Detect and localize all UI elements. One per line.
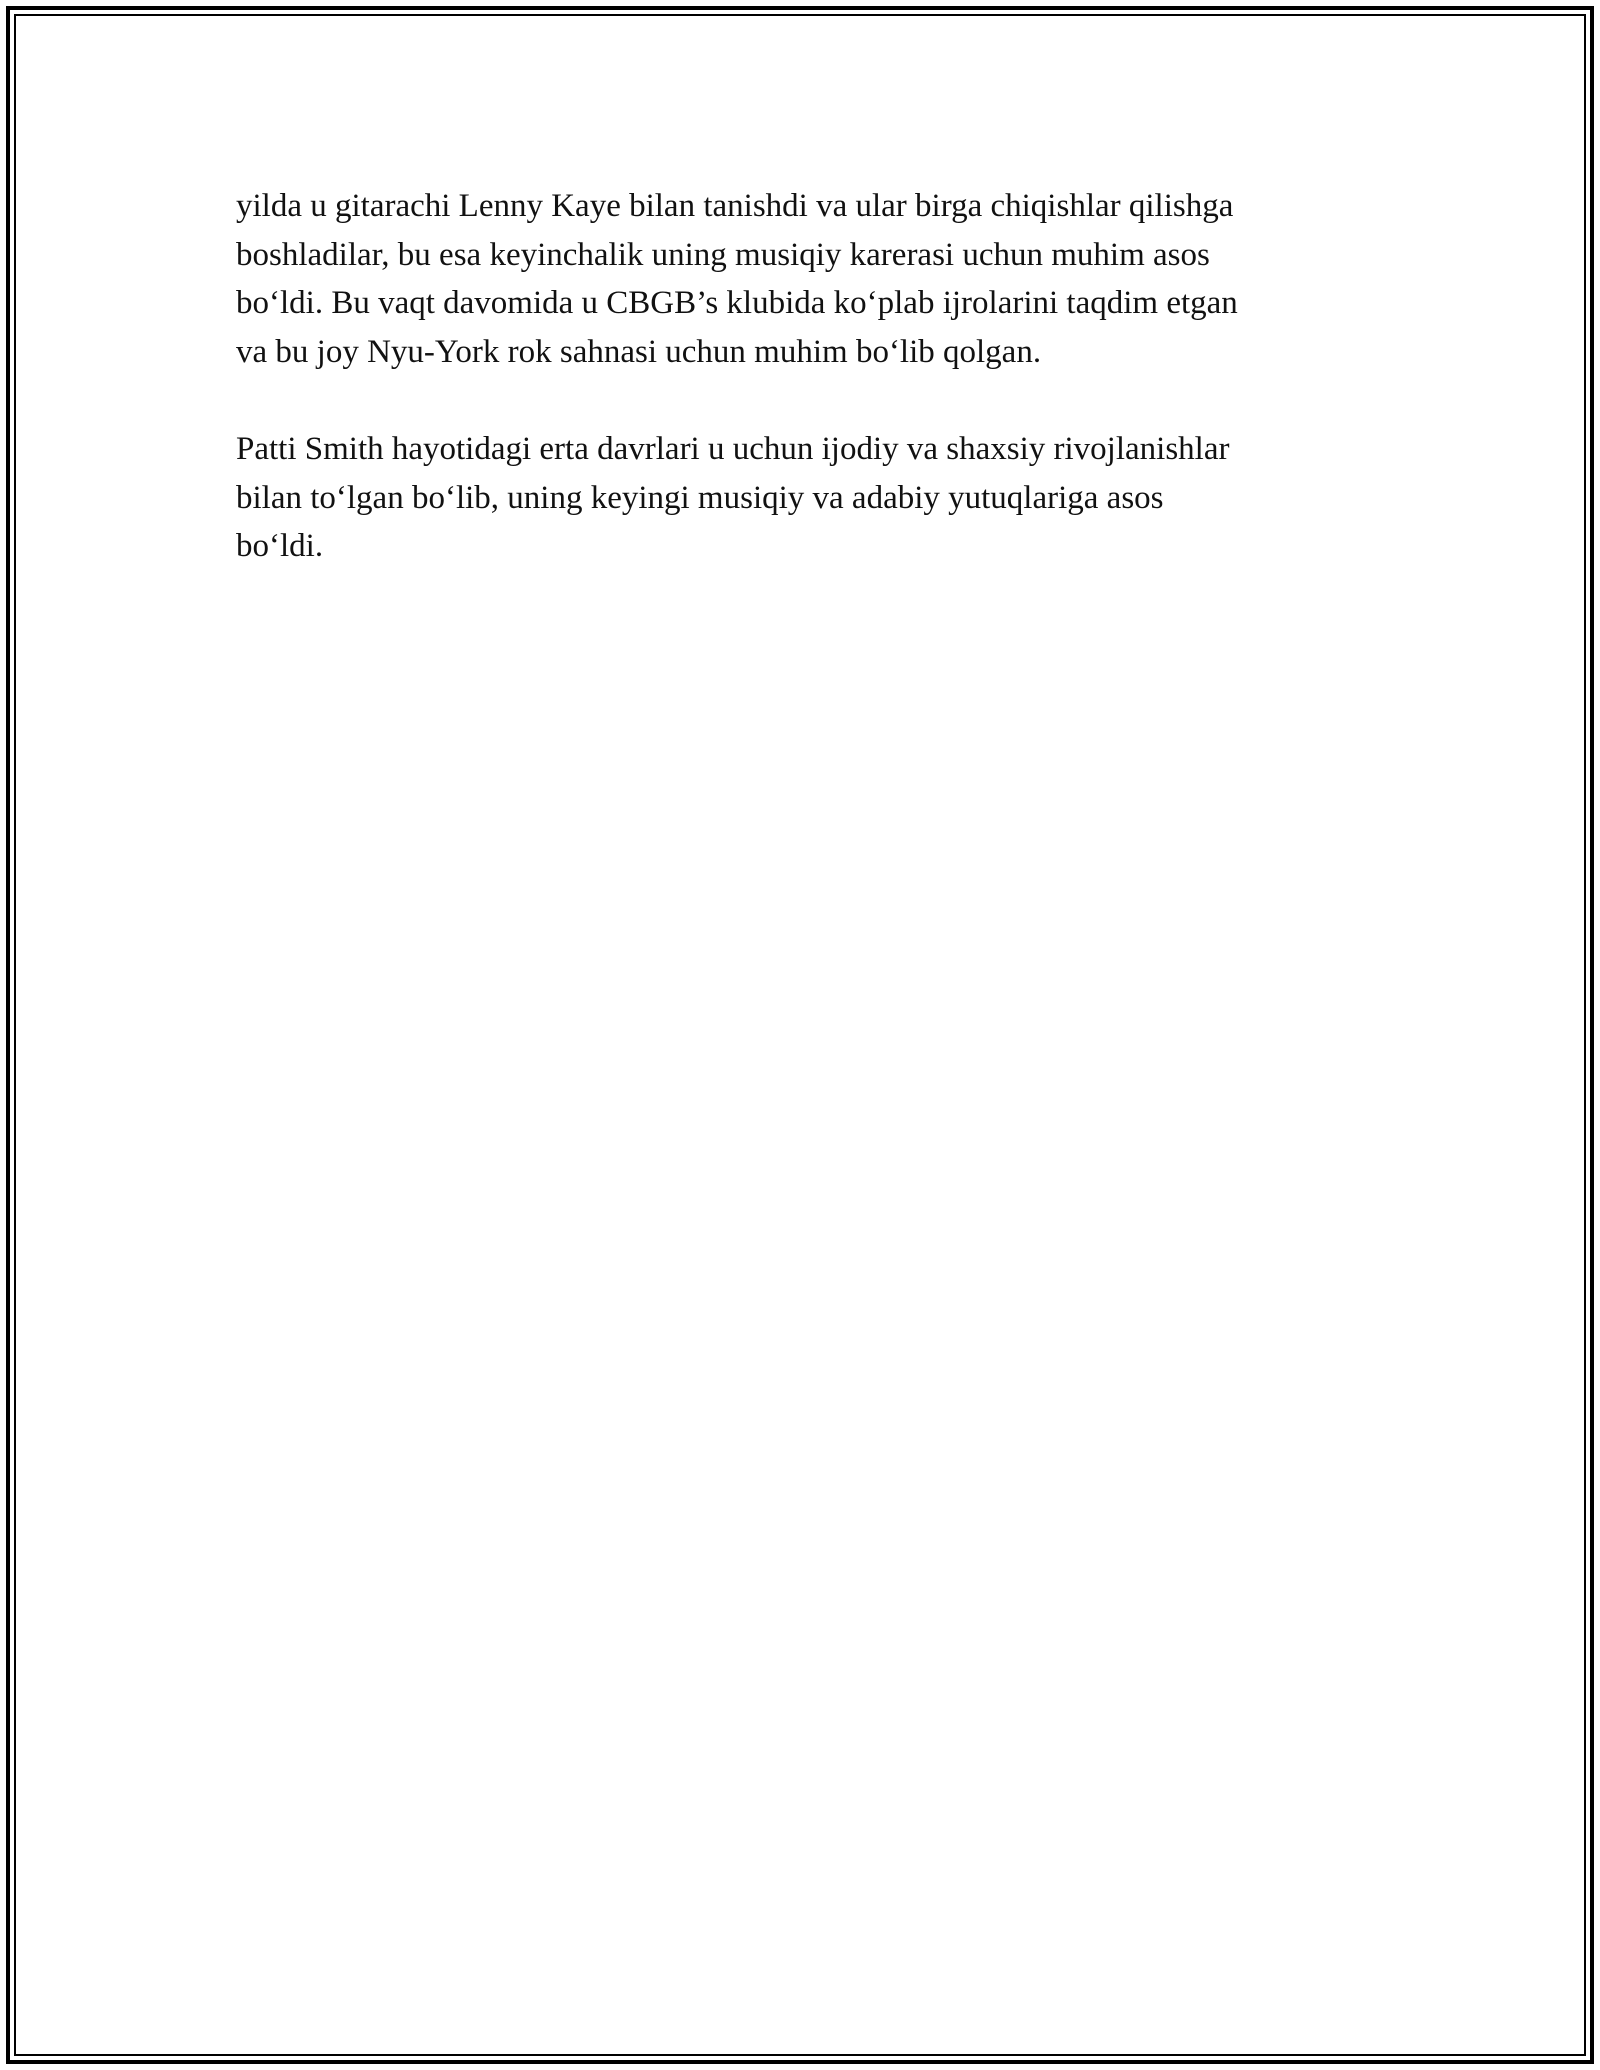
paragraph-line: Patti Smith hayotidagi erta davrlari u uchun ijodiy va shaxsiy rivojlanishlar [236, 431, 1230, 467]
paragraph-line: bilan to‘lgan bo‘lib, uning keyingi musiqiy va adabiy yutuqlariga asos [236, 479, 1164, 516]
document-body [236, 182, 1366, 620]
paragraph-line: bo‘ldi. Bu vaqt davomida u CBGB’s klubida ko‘plab ijrolarini taqdim etgan [236, 285, 1238, 321]
paragraph-2 [236, 425, 1366, 571]
paragraph-1 [236, 182, 1366, 376]
paragraph-line: yilda u gitarachi Lenny Kaye bilan tanishdi va ular birga chiqishlar qilishga [236, 188, 1234, 224]
paragraph-line: boshladilar, bu esa keyinchalik uning musiqiy karerasi uchun muhim asos [236, 236, 1210, 273]
paragraph-line: bo‘ldi. [236, 528, 324, 564]
paragraph-line: va bu joy Nyu-York rok sahnasi uchun muhim bo‘lib qolgan. [236, 333, 1042, 370]
